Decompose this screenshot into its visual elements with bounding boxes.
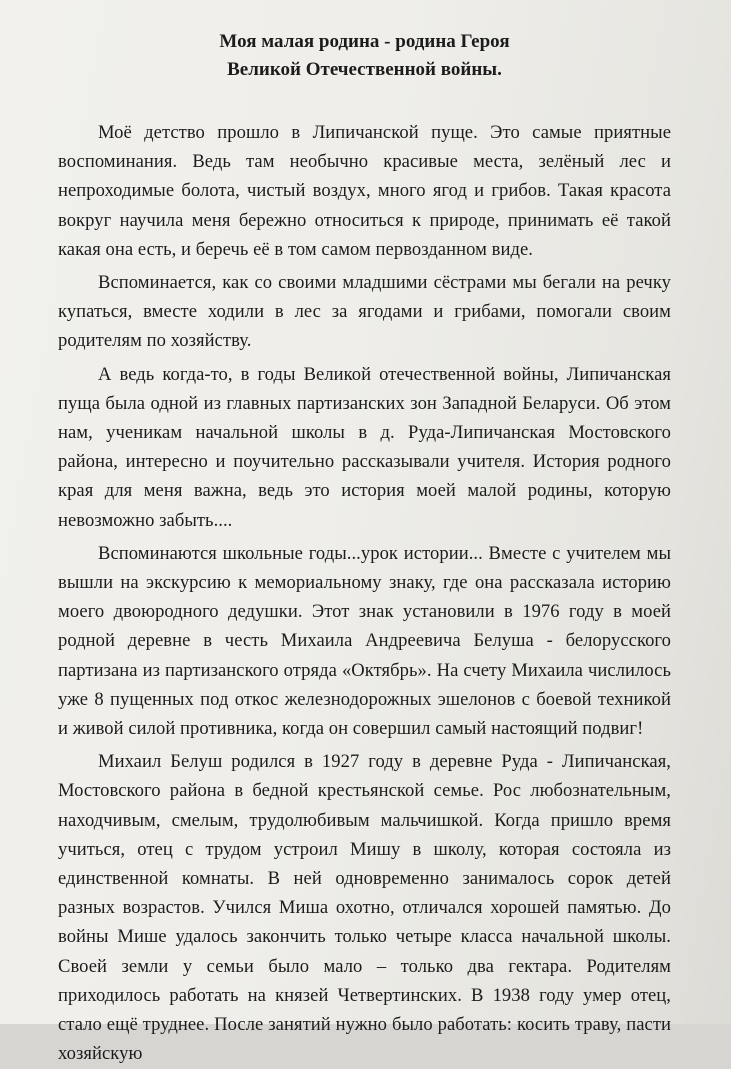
paragraph-biography: Михаил Белуш родился в 1927 году в деревне Руда - Липичанская, Мостовского района в бедной крестьянской семье. Рос любознательным, находчивым, смелым, трудолюбивым мальчишкой. Когда пришло время учиться, отец с трудом устроил Мишу в школу, которая состояла из единственной комнаты. В ней одновременно занималось сорок детей разных возрастов. Учился Миша охотно, отличался хорошей памятью. До войны Мише удалось закончить только четыре класса начальной школы. Своей земли у семьи было мало – только два гектара. Родителям приходилось работать на князей Четвертинских. В 1938 году умер отец, стало ещё труднее. После занятий нужно было работать: косить траву, пасти хозяйскую (58, 751, 671, 1065)
title-line-2: Великой Отечественной войны. (227, 59, 502, 80)
title-line-1: Моя малая родина - родина Героя (219, 31, 510, 52)
paragraph-school-history: Вспоминаются школьные годы...урок истории... Вместе с учителем мы вышли на экскурсию к мемориальному знаку, где она рассказала историю моего двоюродного дедушки. Этот знак установили в 1976 году в моей родной деревне в честь Михаила Андреевича Белуша - белорусского партизана из партизанского отряда «Октябрь». На счету Михаила числилось уже 8 пущенных под откос железнодорожных эшелонов с боевой техникой и живой силой противника, когда он совершил самый настоящий подвиг! (58, 542, 671, 740)
document-title (58, 28, 671, 84)
paragraph-childhood: Моё детство прошло в Липичанской пуще. Это самые приятные воспоминания. Ведь там необычно красивые места, зелёный лес и непроходимые болота, чистый воздух, много ягод и грибов. Такая красота вокруг научила меня бережно относиться к природе, принимать её такой какая она есть, и беречь её в том самом первозданном виде. (58, 122, 671, 260)
paragraph-partisan-zone: А ведь когда-то, в годы Великой отечественной войны, Липичанская пуща была одной из главных партизанских зон Западной Беларуси. Об этом нам, ученикам начальной школы в д. Руда-Липичанская Мостовского района, интересно и поучительно рассказывали учителя. История родного края для меня важна, ведь это история моей малой родины, которую невозможно забыть.... (58, 363, 671, 531)
paragraph-memories: Вспоминается, как со своими младшими сёстрами мы бегали на речку купаться, вместе ходили в лес за ягодами и грибами, помогали своим родителям по хозяйству. (58, 272, 671, 352)
